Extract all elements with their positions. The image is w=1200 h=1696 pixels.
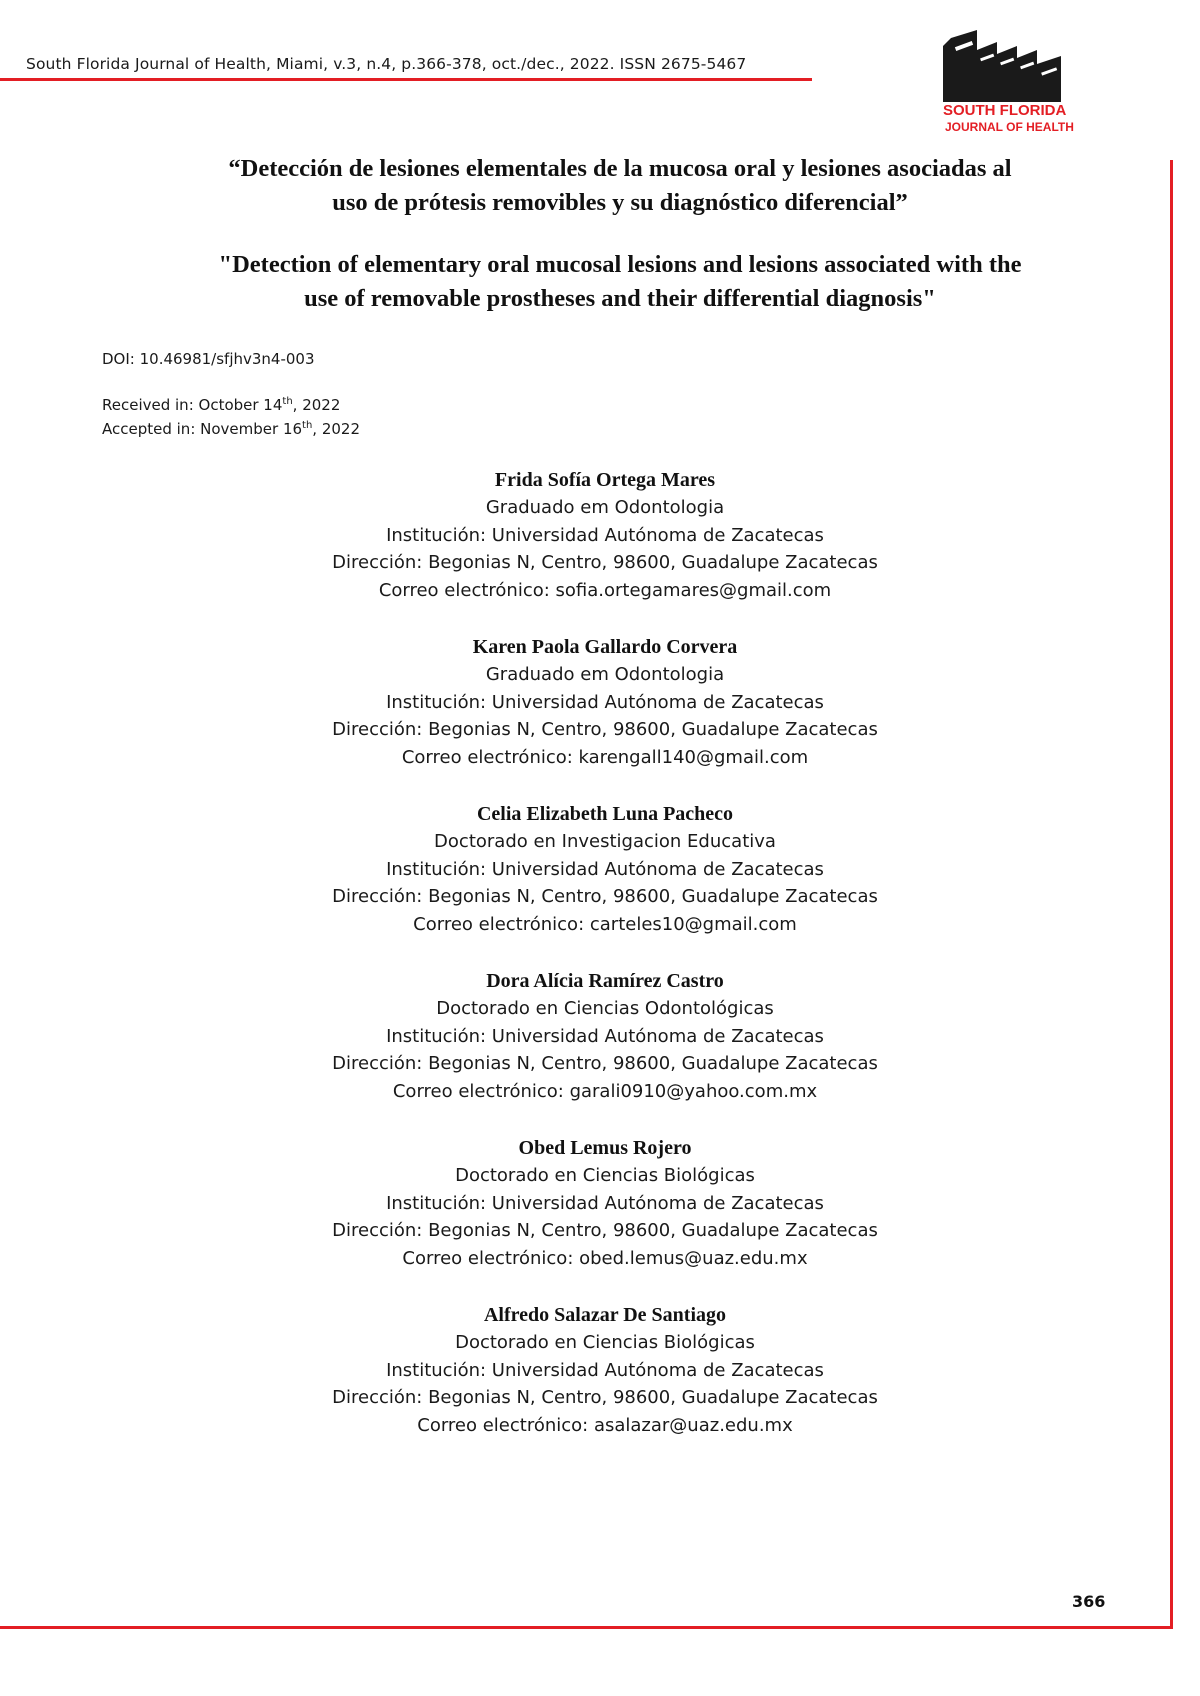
author-degree: Doctorado en Ciencias Biológicas <box>455 1332 755 1353</box>
title-english-line-2: use of removable prostheses and their differential diagnosis" <box>304 285 936 312</box>
accepted-date-year: , 2022 <box>312 420 361 438</box>
accepted-date-ordinal: th <box>302 420 313 431</box>
author-name: Celia Elizabeth Luna Pacheco <box>476 803 734 825</box>
title-english <box>130 248 1110 316</box>
author-institution: Institución: Universidad Autónoma de Zacatecas <box>386 691 824 713</box>
author-address: Dirección: Begonias N, Centro, 98600, Guadalupe Zacatecas <box>332 1053 878 1074</box>
author-block <box>200 800 1010 967</box>
page-frame-bottom-rule <box>0 1626 1173 1629</box>
author-block <box>200 633 1010 800</box>
accepted-date-text: Accepted in: November 16 <box>102 420 303 438</box>
author-address: Dirección: Begonias N, Centro, 98600, Guadalupe Zacatecas <box>332 719 878 740</box>
author-block <box>200 967 1010 1134</box>
author-block <box>200 466 1010 633</box>
author-institution: Institución: Universidad Autónoma de Zacatecas <box>386 1192 824 1214</box>
author-block <box>200 1134 1010 1301</box>
author-name: Alfredo Salazar De Santiago <box>483 1304 727 1326</box>
author-email: Correo electrónico: sofia.ortegamares@gmail.com <box>378 579 832 601</box>
page-frame-right-rule <box>1170 160 1173 1628</box>
title-english-line-1: "Detection of elementary oral mucosal lesions and lesions associated with the <box>218 251 1022 278</box>
author-degree: Graduado em Odontologia <box>485 497 725 518</box>
author-name: Dora Alícia Ramírez Castro <box>486 970 724 992</box>
journal-logo <box>943 28 1103 140</box>
received-date-year: , 2022 <box>292 396 341 414</box>
author-degree: Doctorado en Ciencias Biológicas <box>455 1165 755 1186</box>
author-name: Karen Paola Gallardo Corvera <box>472 636 738 658</box>
title-spanish-line-2: uso de prótesis removibles y su diagnóstico diferencial” <box>332 189 908 216</box>
author-institution: Institución: Universidad Autónoma de Zacatecas <box>386 1025 824 1047</box>
title-spanish <box>130 152 1110 220</box>
author-email: Correo electrónico: karengall140@gmail.com <box>401 746 809 768</box>
accepted-date <box>102 420 360 438</box>
author-email: Correo electrónico: obed.lemus@uaz.edu.mx <box>402 1247 808 1269</box>
title-spanish-line-1: “Detección de lesiones elementales de la mucosa oral y lesiones asociadas al <box>228 155 1012 182</box>
received-date-ordinal: th <box>282 396 293 407</box>
running-head-citation: South Florida Journal of Health, Miami, v.3, n.4, p.366-378, oct./dec., 2022. ISSN 2675-5467 <box>26 55 747 73</box>
logo-text-journal-of-health: JOURNAL OF HEALTH <box>945 120 1074 134</box>
author-address: Dirección: Begonias N, Centro, 98600, Guadalupe Zacatecas <box>332 1220 878 1241</box>
journal-logo-icon <box>943 28 1093 102</box>
author-institution: Institución: Universidad Autónoma de Zacatecas <box>386 524 824 546</box>
author-name: Frida Sofía Ortega Mares <box>494 469 716 491</box>
author-degree: Doctorado en Ciencias Odontológicas <box>436 998 774 1019</box>
page-number: 366 <box>1072 1592 1106 1611</box>
author-degree: Doctorado en Investigacion Educativa <box>434 831 776 852</box>
doi: DOI: 10.46981/sfjhv3n4-003 <box>102 350 315 368</box>
header-rule <box>0 78 812 81</box>
author-address: Dirección: Begonias N, Centro, 98600, Guadalupe Zacatecas <box>332 1387 878 1408</box>
author-institution: Institución: Universidad Autónoma de Zacatecas <box>386 1359 824 1381</box>
author-block <box>200 1301 1010 1468</box>
logo-text-south-florida: SOUTH FLORIDA <box>943 102 1067 119</box>
author-list <box>200 466 1010 1468</box>
author-email: Correo electrónico: carteles10@gmail.com <box>413 913 797 935</box>
received-date-text: Received in: October 14 <box>102 396 283 414</box>
author-email: Correo electrónico: garali0910@yahoo.com.mx <box>392 1080 818 1102</box>
author-address: Dirección: Begonias N, Centro, 98600, Guadalupe Zacatecas <box>332 552 878 573</box>
author-degree: Graduado em Odontologia <box>485 664 725 685</box>
author-address: Dirección: Begonias N, Centro, 98600, Guadalupe Zacatecas <box>332 886 878 907</box>
author-email: Correo electrónico: asalazar@uaz.edu.mx <box>417 1414 793 1436</box>
author-institution: Institución: Universidad Autónoma de Zacatecas <box>386 858 824 880</box>
author-name: Obed Lemus Rojero <box>518 1137 692 1159</box>
received-date <box>102 396 340 414</box>
